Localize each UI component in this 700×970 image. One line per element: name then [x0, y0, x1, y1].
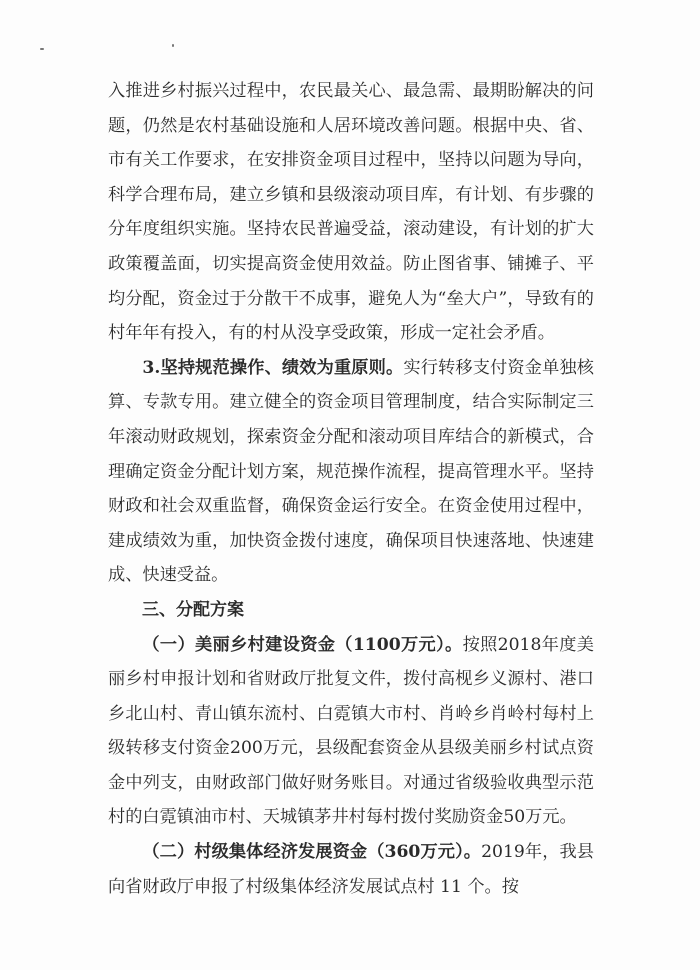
paragraph-3: [108, 628, 594, 836]
scan-speck: [40, 48, 44, 50]
paragraph-3-heading: （一）美丽乡村建设资金（1100万元）。: [142, 634, 463, 655]
paragraph-4-body: 2019年，我县向省财政厅申报了村级集体经济发展试点村 11 个。按: [108, 842, 594, 897]
paragraph-1: 入推进乡村振兴过程中，农民最关心、最急需、最期盼解决的问题，仍然是农村基础设施和人居环境改善问题。根据中央、省、市有关工作要求，在安排资金项目过程中，坚持以问题为导向，科学合理布局，建立乡镇和县级滚动项目库，有计划、有步骤的分年度组织实施。坚持农民普遍受益，滚动建设，有计划的扩大政策覆盖面，切实提高资金使用效益。防止图省事、铺摊子、平均分配，资金过于分散干不成事，避免人为“垒大户”，导致有的村年年有投入，有的村从没享受政策，形成一定社会矛盾。: [108, 81, 594, 344]
paragraph-4-heading: （二）村级集体经济发展资金（360万元）。: [142, 842, 482, 863]
document-body: [108, 74, 594, 904]
paragraph-2-heading: 3.坚持规范操作、绩效为重原则。: [142, 357, 404, 378]
section-heading-allocation-plan: 三、分配方案: [142, 599, 244, 620]
paragraph-2-body: 实行转移支付资金单独核算、专款专用。建立健全的资金项目管理制度，结合实际制定三年滚动财政规划，探索资金分配和滚动项目库结合的新模式，合理确定资金分配计划方案，规范操作流程，提高管理水平。坚持财政和社会双重监督，确保资金运行安全。在资金使用过程中，建成绩效为重，加快资金拨付速度，确保项目快速落地、快速建成、快速受益。: [108, 357, 594, 586]
paragraph-4: [108, 835, 594, 904]
paragraph-3-body: 按照2018年度美丽乡村申报计划和省财政厅批复文件，拨付高枧乡义源村、港口乡北山村、青山镇东流村、白霓镇大市村、肖岭乡肖岭村每村上级转移支付资金200万元，县级配套资金从县级美丽乡村试点资金中列支，由财政部门做好财务账目。对通过省级验收典型示范村的白霓镇油市村、天城镇茅井村每村拨付奖励资金50万元。: [108, 634, 594, 828]
scan-speck: [172, 44, 174, 47]
paragraph-2: [108, 351, 594, 593]
